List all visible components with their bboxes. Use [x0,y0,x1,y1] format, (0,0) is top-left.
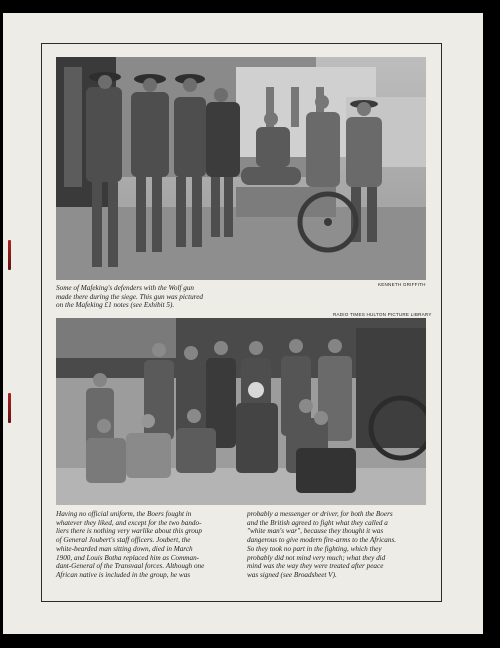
top-photo-caption [56,284,366,310]
staple-top [8,240,11,270]
body-line: liers there is nothing very warlike about this group [56,527,202,536]
top-photo-credit: KENNETH GRIFFITH [378,282,426,287]
body-line: Having no official uniform, the Boers fought in [56,510,192,518]
body-line: So they took no part in the fighting, which they [247,544,382,553]
caption-line: Some of Mafeking's defenders with the Wolf gun [56,284,195,292]
boer-officers-photo [56,318,426,505]
body-line: 1900, and Louis Botha replaced him as Comman- [56,553,200,562]
body-line: of General Joubert's staff officers. Joubert, the [56,536,191,545]
bottom-photo-credit: RADIO TIMES HULTON PICTURE LIBRARY [333,312,432,317]
body-line: probably did not mind very much; what they did [247,553,386,562]
body-line: mind was the way they were treated after peace [247,562,384,571]
body-line: dant-General of the Transvaal forces. Although one [56,562,205,571]
body-line: white-bearded man sitting down, died in March [56,544,193,553]
body-line: probably a messenger or driver, for both the Boers [247,510,393,518]
body-line: "white man's war", because they thought it was [247,527,384,536]
mafeking-defenders-photo [56,57,426,280]
staple-bottom [8,393,11,423]
body-line: was signed (see Broadsheet V). [247,570,337,579]
body-text-left-column [56,510,239,580]
caption-line: made there during the siege. This gun was pictured [56,292,203,301]
body-line: dangerous to give modern fire-arms to the Africans. [247,536,397,545]
caption-line: on the Mafeking £1 notes (see Exhibit 5). [56,301,175,310]
body-line: African native is included in the group, he was [56,570,191,579]
body-line: and the British agreed to fight what they called a [247,518,388,527]
body-text-right-column [247,510,430,580]
body-line: whatever they liked, and except for the two bando- [56,518,202,527]
